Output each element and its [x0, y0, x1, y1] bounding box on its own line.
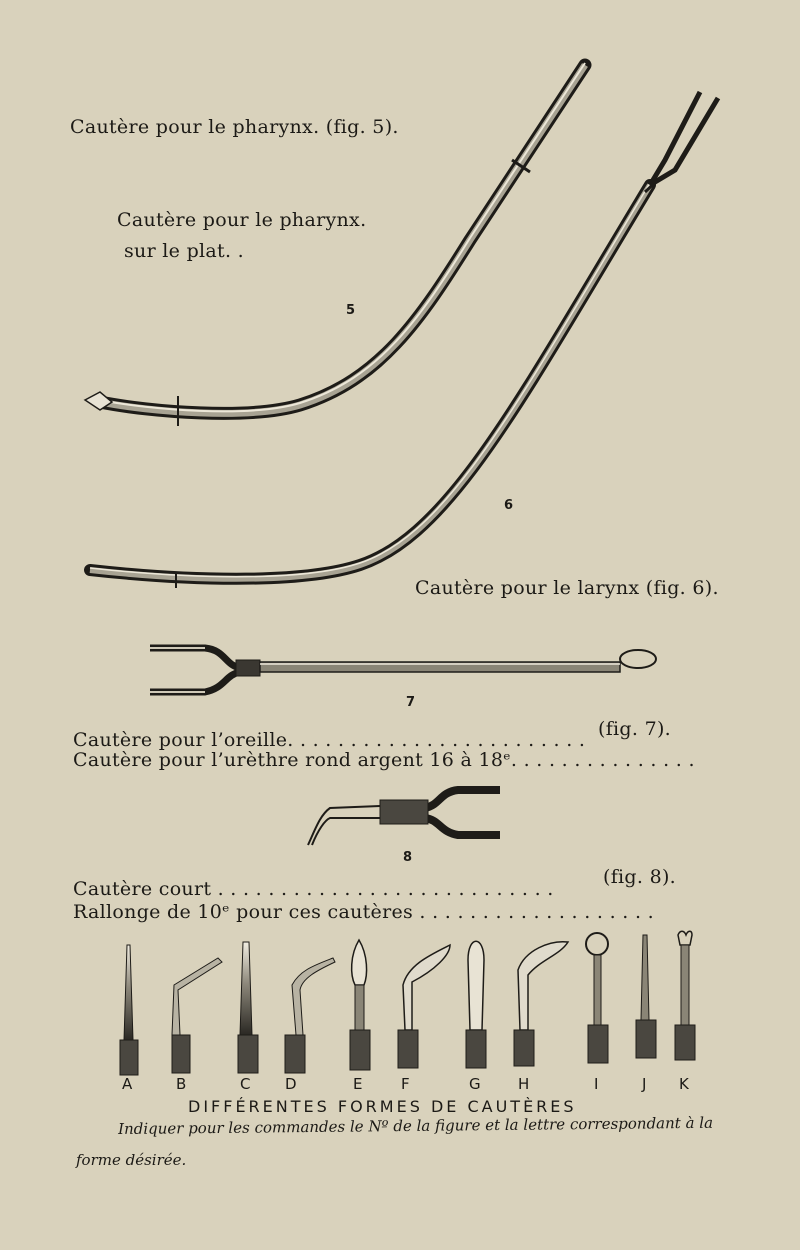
tip-letter-e: E	[353, 1075, 363, 1093]
ear-cautery-drawing	[150, 648, 656, 692]
order-instruction-line1: Indiquer pour les commandes le Nº de la figure et la lettre correspondant à la	[118, 1113, 714, 1138]
figure-number-5: 5	[346, 303, 356, 318]
ear-cautery-label: Cautère pour l’oreille. . . . . . . . . . . . . . . . . . . . . . . .	[73, 729, 586, 751]
tip-h-drawing	[514, 942, 568, 1066]
tip-d-drawing	[285, 958, 335, 1073]
tip-letter-c: C	[240, 1075, 251, 1093]
short-cautery-label: Cautère court . . . . . . . . . . . . . . . . . . . . . . . . . . .	[73, 878, 554, 900]
tip-letter-k: K	[679, 1075, 689, 1093]
figure-number-6: 6	[504, 498, 514, 513]
order-instruction-line2: forme désirée.	[76, 1151, 187, 1169]
pharynx-cautery-label: Cautère pour le pharynx. (fig. 5).	[70, 116, 399, 138]
tip-i-drawing	[586, 933, 608, 1063]
pharynx-flat-label-cont: sur le plat. .	[124, 240, 244, 262]
urethra-cautery-label: Cautère pour l’urèthre rond argent 16 à 18ᵉ. . . . . . . . . . . . . . .	[73, 749, 695, 771]
tips-caption: DIFFÉRENTES FORMES DE CAUTÈRES	[188, 1097, 577, 1116]
short-cautery-fig-ref: (fig. 8).	[603, 866, 677, 888]
tip-letter-a: A	[122, 1075, 133, 1093]
tip-letter-g: G	[469, 1075, 481, 1093]
tip-letter-j: J	[642, 1075, 647, 1093]
figure-number-8: 8	[403, 850, 413, 865]
tip-letter-h: H	[518, 1075, 530, 1093]
figure-number-7: 7	[406, 695, 416, 710]
extension-label: Rallonge de 10ᵉ pour ces cautères . . . . . . . . . . . . . . . . . . .	[73, 901, 654, 923]
tip-letter-d: D	[285, 1075, 297, 1093]
pharynx-flat-label: Cautère pour le pharynx.	[117, 209, 367, 231]
tip-letter-i: I	[594, 1075, 599, 1093]
short-cautery-drawing	[308, 790, 500, 845]
tip-j-drawing	[636, 935, 656, 1058]
tip-letter-f: F	[401, 1075, 410, 1093]
ear-cautery-fig-ref: (fig. 7).	[598, 718, 672, 740]
tip-c-drawing	[238, 942, 258, 1073]
tip-a-drawing	[120, 945, 138, 1075]
tip-letter-b: B	[176, 1075, 187, 1093]
larynx-cautery-label: Cautère pour le larynx (fig. 6).	[415, 577, 719, 599]
tip-f-drawing	[398, 945, 450, 1068]
tip-b-drawing	[172, 958, 222, 1073]
tip-g-drawing	[466, 941, 486, 1068]
tip-k-drawing	[675, 931, 695, 1060]
cautery-tips-row	[120, 931, 695, 1075]
tip-e-drawing	[350, 940, 370, 1070]
